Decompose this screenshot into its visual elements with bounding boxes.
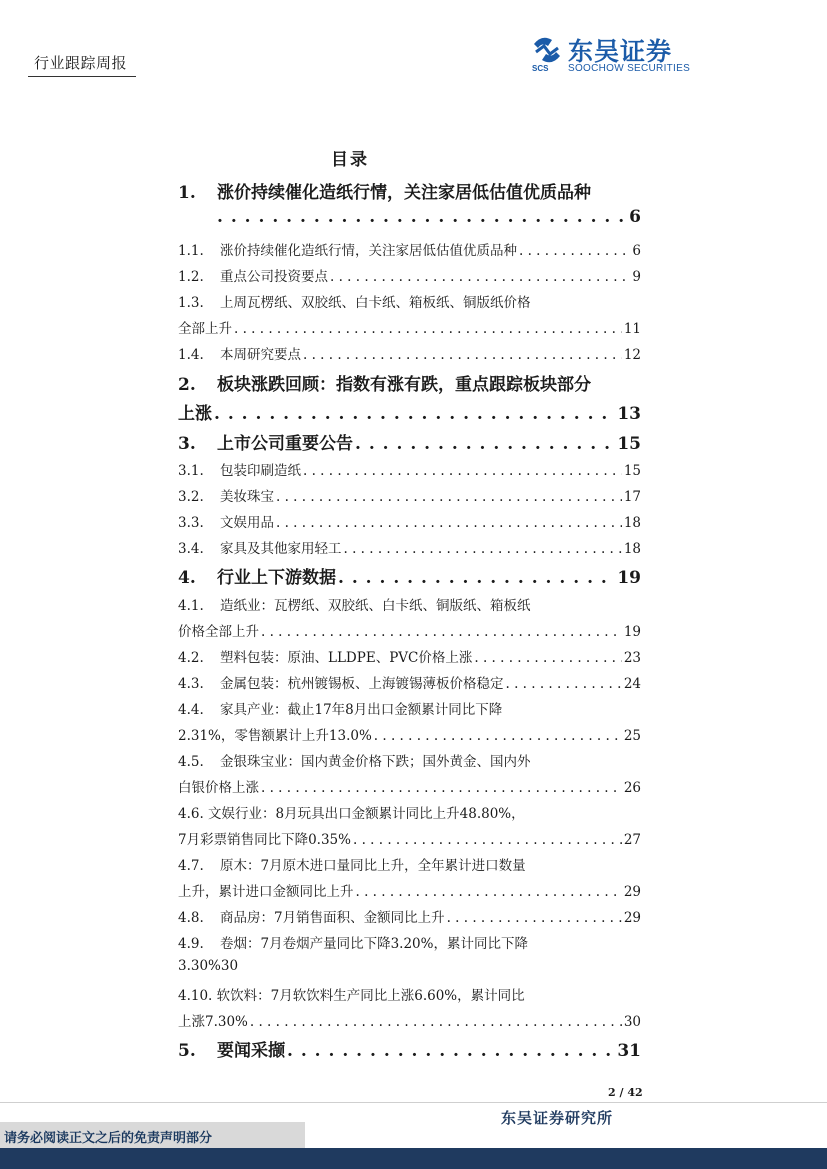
toc-entry[interactable] — [178, 906, 641, 926]
toc-leader — [356, 884, 622, 900]
toc-page: 27 — [623, 832, 641, 848]
toc-page: 15 — [617, 434, 641, 454]
toc-text: 上升，累计进口金额同比上升 — [178, 884, 354, 900]
toc-entry[interactable] — [178, 459, 641, 479]
toc-entry[interactable] — [178, 750, 641, 770]
toc-entry[interactable] — [178, 776, 641, 796]
toc-text: 家具及其他家用轻工 — [220, 541, 342, 557]
toc-page: 17 — [623, 489, 641, 505]
toc-leader — [474, 650, 621, 666]
toc-page: 30 — [623, 1014, 641, 1030]
disclaimer-text: 请务必阅读正文之后的免责声明部分 — [4, 1131, 213, 1146]
toc-page: 15 — [623, 463, 641, 479]
toc-text: 白银价格上涨 — [178, 780, 259, 796]
toc-text: 美妆珠宝 — [220, 489, 274, 505]
toc-text: 上涨 — [178, 404, 212, 424]
toc-page: 18 — [623, 541, 641, 557]
toc-page: 19 — [617, 568, 641, 588]
toc-page: 25 — [623, 728, 641, 744]
toc-leader — [287, 1041, 615, 1061]
toc-leader — [261, 780, 622, 796]
toc-number: 1.2. — [178, 269, 204, 285]
research-institute-name: 东吴证券研究所 — [501, 1109, 614, 1127]
toc-leader — [355, 434, 615, 454]
toc-number: 1. — [178, 183, 196, 203]
toc-number: 4.2. — [178, 650, 204, 666]
toc-page: 9 — [632, 269, 641, 285]
toc-entry[interactable] — [178, 880, 641, 900]
logo-abbreviation: SCS — [532, 64, 549, 73]
toc-number: 3.3. — [178, 515, 204, 531]
toc-text: 造纸业：瓦楞纸、双胶纸、白卡纸、铜版纸、箱板纸 — [220, 598, 531, 614]
toc-entry[interactable] — [178, 1036, 641, 1061]
toc-text: 文娱用品 — [220, 515, 274, 531]
toc-entry[interactable] — [178, 724, 641, 744]
toc-text: 家具产业：截止17年8月出口金额累计同比下降 — [220, 702, 503, 718]
logo-chinese-name: 东吴证券 — [568, 37, 673, 66]
toc-leader — [344, 541, 622, 557]
toc-entry[interactable] — [178, 239, 641, 259]
toc-entry[interactable] — [178, 265, 641, 285]
toc-entry[interactable] — [178, 698, 641, 718]
toc-entry[interactable] — [178, 828, 641, 848]
report-type-header: 行业跟踪周报 — [34, 54, 128, 72]
toc-page: 26 — [623, 780, 641, 796]
toc-title: 目录 — [331, 150, 369, 170]
toc-number: 4.8. — [178, 910, 204, 926]
toc-number: 1.3. — [178, 295, 204, 311]
toc-leader — [261, 624, 622, 640]
toc-entry[interactable] — [178, 646, 641, 666]
toc-leader — [303, 463, 622, 479]
footer-divider — [0, 1102, 827, 1103]
toc-entry[interactable] — [178, 984, 641, 1004]
toc-entry[interactable] — [178, 429, 641, 454]
toc-number: 3.1. — [178, 463, 204, 479]
toc-number: 2. — [178, 375, 196, 395]
toc-leader — [506, 676, 622, 692]
toc-text: 4.6. 文娱行业：8月玩具出口金额累计同比上升48.80%， — [178, 806, 525, 822]
toc-number: 3.2. — [178, 489, 204, 505]
toc-leader — [338, 568, 615, 588]
toc-page: 29 — [623, 910, 641, 926]
toc-leader — [214, 404, 615, 424]
toc-number: 4.7. — [178, 858, 204, 874]
toc-leader — [330, 269, 630, 285]
toc-page: 12 — [623, 347, 641, 363]
toc-entry[interactable] — [178, 594, 641, 614]
toc-text: 本周研究要点 — [220, 347, 301, 363]
toc-text: 金银珠宝业：国内黄金价格下跌；国外黄金、国内外 — [220, 754, 531, 770]
toc-leader — [447, 910, 622, 926]
toc-entry[interactable] — [178, 178, 641, 203]
toc-entry[interactable] — [178, 511, 641, 531]
toc-number: 4.1. — [178, 598, 204, 614]
toc-number: 1.1. — [178, 243, 204, 259]
toc-page: 18 — [623, 515, 641, 531]
toc-text: 涨价持续催化造纸行情，关注家居低估值优质品种 — [217, 183, 591, 203]
toc-leader — [353, 832, 622, 848]
header-underline — [28, 76, 136, 77]
toc-text: 2.31%，零售额累计上升13.0% — [178, 728, 372, 744]
toc-entry[interactable] — [178, 343, 641, 363]
toc-entry[interactable] — [178, 672, 641, 692]
toc-leader — [250, 1014, 622, 1030]
toc-entry[interactable] — [178, 291, 641, 311]
toc-number: 4.3. — [178, 676, 204, 692]
toc-entry[interactable] — [178, 958, 641, 974]
scs-logo-icon — [530, 34, 564, 66]
toc-text: 3.30%30 — [178, 958, 239, 974]
toc-leader — [519, 243, 630, 259]
toc-number: 3.4. — [178, 541, 204, 557]
toc-entry[interactable] — [178, 485, 641, 505]
toc-text: 全部上升 — [178, 321, 232, 337]
toc-page: 24 — [623, 676, 641, 692]
company-logo — [530, 32, 700, 78]
toc-leader — [374, 728, 622, 744]
toc-text: 金属包装：杭州镀锡板、上海镀锡薄板价格稳定 — [220, 676, 504, 692]
toc-page: 29 — [623, 884, 641, 900]
toc-text: 上周瓦楞纸、双胶纸、白卡纸、箱板纸、铜版纸价格 — [220, 295, 531, 311]
toc-number: 4.9. — [178, 936, 204, 952]
toc-entry[interactable] — [178, 537, 641, 557]
toc-number: 1.4. — [178, 347, 204, 363]
toc-text: 上涨7.30% — [178, 1014, 248, 1030]
toc-text: 重点公司投资要点 — [220, 269, 328, 285]
toc-entry[interactable] — [178, 620, 641, 640]
page-indicator: 2 / 42 — [608, 1086, 643, 1099]
toc-text: 涨价持续催化造纸行情，关注家居低估值优质品种 — [220, 243, 517, 259]
logo-english-name: SOOCHOW SECURITIES — [568, 63, 691, 74]
toc-leader — [276, 489, 622, 505]
toc-number: 4.5. — [178, 754, 204, 770]
toc-text: 商品房：7月销售面积、金额同比上升 — [220, 910, 445, 926]
toc-entry[interactable] — [178, 802, 641, 822]
toc-page: 19 — [623, 624, 641, 640]
toc-leader — [217, 207, 627, 227]
toc-text: 行业上下游数据 — [217, 568, 336, 588]
toc-text: 要闻采撷 — [217, 1041, 285, 1061]
toc-leader — [303, 347, 622, 363]
toc-leader — [234, 321, 622, 337]
toc-entry[interactable] — [178, 1010, 641, 1030]
toc-entry[interactable] — [178, 854, 641, 874]
toc-page: 23 — [623, 650, 641, 666]
toc-number: 4. — [178, 568, 196, 588]
toc-text: 价格全部上升 — [178, 624, 259, 640]
toc-number: 3. — [178, 434, 196, 454]
toc-page: 11 — [623, 321, 641, 337]
toc-entry[interactable] — [178, 370, 641, 395]
toc-text: 原木：7月原木进口量同比上升，全年累计进口数量 — [220, 858, 526, 874]
toc-text: 塑料包装：原油、LLDPE、PVC价格上涨 — [220, 650, 473, 666]
toc-entry[interactable] — [178, 317, 641, 337]
toc-text: 包装印刷造纸 — [220, 463, 301, 479]
footer-band — [0, 1148, 827, 1169]
toc-leader — [276, 515, 622, 531]
toc-page: 6 — [632, 243, 641, 259]
toc-entry[interactable] — [178, 563, 641, 588]
toc-text: 上市公司重要公告 — [217, 434, 353, 454]
toc-entry[interactable] — [178, 932, 641, 952]
toc-text: 卷烟：7月卷烟产量同比下降3.20%，累计同比下降 — [220, 936, 528, 952]
toc-entry[interactable] — [217, 207, 641, 227]
toc-text: 4.10. 软饮料：7月软饮料生产同比上涨6.60%，累计同比 — [178, 988, 525, 1004]
toc-number: 4.4. — [178, 702, 204, 718]
toc-entry[interactable] — [178, 399, 641, 424]
toc-text: 7月彩票销售同比下降0.35% — [178, 832, 351, 848]
toc-page: 6 — [629, 207, 641, 227]
toc-number: 5. — [178, 1041, 196, 1061]
toc-page: 13 — [617, 404, 641, 424]
toc-text: 板块涨跌回顾：指数有涨有跌，重点跟踪板块部分 — [217, 375, 591, 395]
toc-page: 31 — [617, 1041, 641, 1061]
